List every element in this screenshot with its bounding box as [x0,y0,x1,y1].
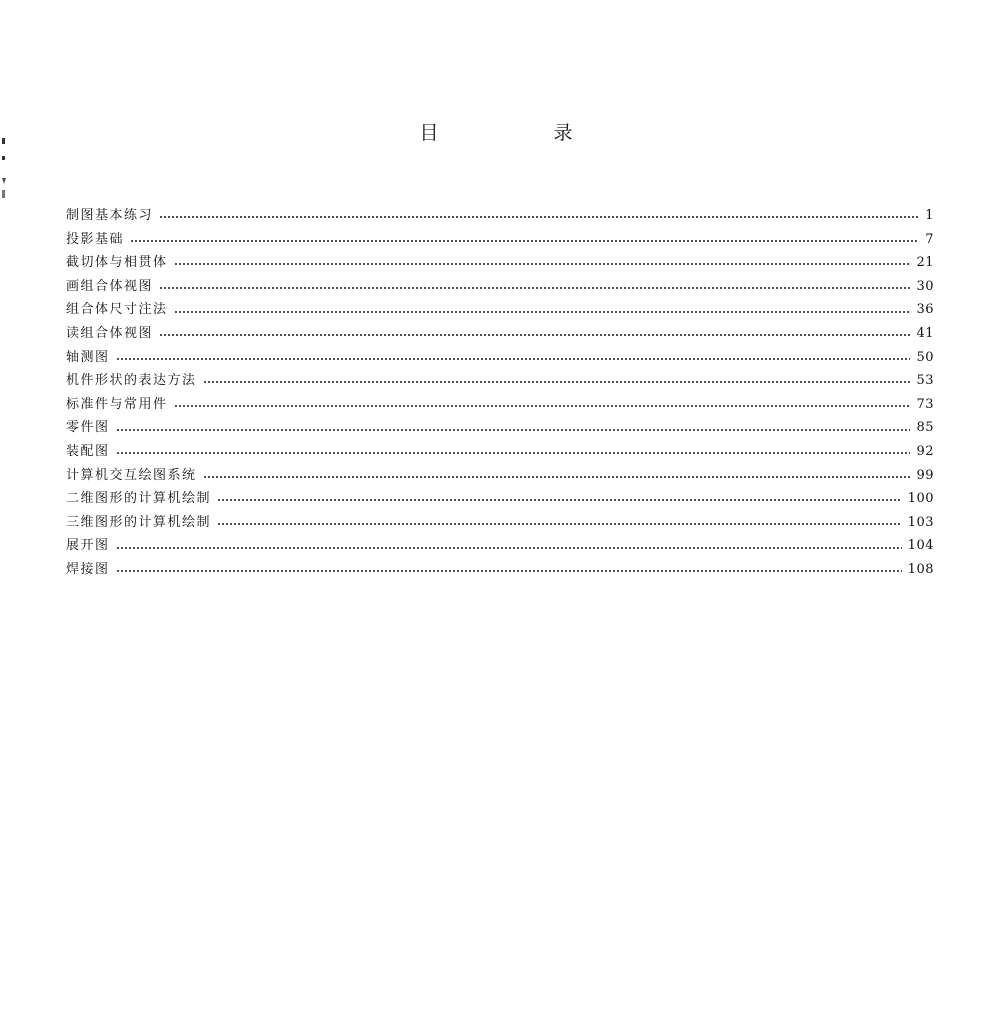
toc-entry-page: 41 [916,325,934,341]
toc-entry[interactable] [66,228,934,252]
toc-entry-title: 标准件与常用件 [66,396,168,412]
page-title: 目 录 [419,122,621,144]
toc-entry-title: 画组合体视图 [66,278,154,294]
dot-leader [203,475,911,479]
dot-leader [116,546,902,550]
dot-leader [174,262,911,266]
toc-entry-page: 108 [907,561,934,577]
toc-entry-title: 读组合体视图 [66,325,154,341]
toc-entry[interactable] [66,464,934,488]
dot-leader [217,498,902,502]
dot-leader [116,428,911,432]
table-of-contents [66,204,934,582]
toc-entry[interactable] [66,487,934,511]
toc-entry[interactable] [66,369,934,393]
toc-entry-title: 投影基础 [66,231,125,247]
toc-entry-title: 计算机交互绘图系统 [66,467,197,483]
toc-entry[interactable] [66,275,934,299]
toc-entry-page: 85 [916,420,934,436]
toc-entry-page: 92 [916,443,934,459]
toc-entry-title: 零件图 [66,420,110,436]
toc-entry-page: 21 [916,255,934,271]
toc-entry[interactable] [66,298,934,322]
toc-entry-page: 100 [907,491,934,507]
dot-leader [159,286,910,290]
toc-entry[interactable] [66,440,934,464]
toc-entry-title: 展开图 [66,538,110,554]
toc-entry-title: 截切体与相贯体 [66,255,168,271]
dot-leader [116,451,911,455]
dot-leader [159,333,910,337]
toc-entry[interactable] [66,558,934,582]
toc-entry-page: 103 [907,514,934,530]
toc-entry-title: 制图基本练习 [66,208,154,223]
toc-entry-page: 99 [916,467,934,483]
toc-entry[interactable] [66,204,934,228]
toc-entry[interactable] [66,393,934,417]
toc-entry-page: 50 [916,349,934,365]
toc-entry[interactable] [66,511,934,535]
dot-leader [217,522,902,526]
toc-entry-page: 30 [916,278,934,294]
dot-leader [174,404,911,408]
toc-entry[interactable] [66,346,934,370]
dot-leader [159,215,919,219]
toc-entry-title: 轴测图 [66,349,110,365]
toc-entry-page: 1 [925,208,934,223]
dot-leader [203,380,911,384]
dot-leader [174,310,911,314]
toc-entry-page: 73 [916,396,934,412]
toc-entry-title: 装配图 [66,443,110,459]
toc-entry-page: 53 [916,373,934,389]
toc-entry-page: 104 [907,538,934,554]
toc-entry-page: 36 [916,302,934,318]
binding-edge-marks [0,138,10,200]
toc-entry[interactable] [66,322,934,346]
dot-leader [116,357,911,361]
toc-entry[interactable] [66,534,934,558]
toc-entry-title: 三维图形的计算机绘制 [66,514,212,530]
dot-leader [116,569,902,573]
toc-entry-title: 二维图形的计算机绘制 [66,491,212,507]
toc-entry-title: 焊接图 [66,561,110,577]
toc-entry[interactable] [66,416,934,440]
toc-entry-title: 组合体尺寸注法 [66,302,168,318]
toc-entry-page: 7 [925,231,934,247]
toc-entry[interactable] [66,251,934,275]
toc-entry-title: 机件形状的表达方法 [66,373,197,389]
dot-leader [130,239,919,243]
